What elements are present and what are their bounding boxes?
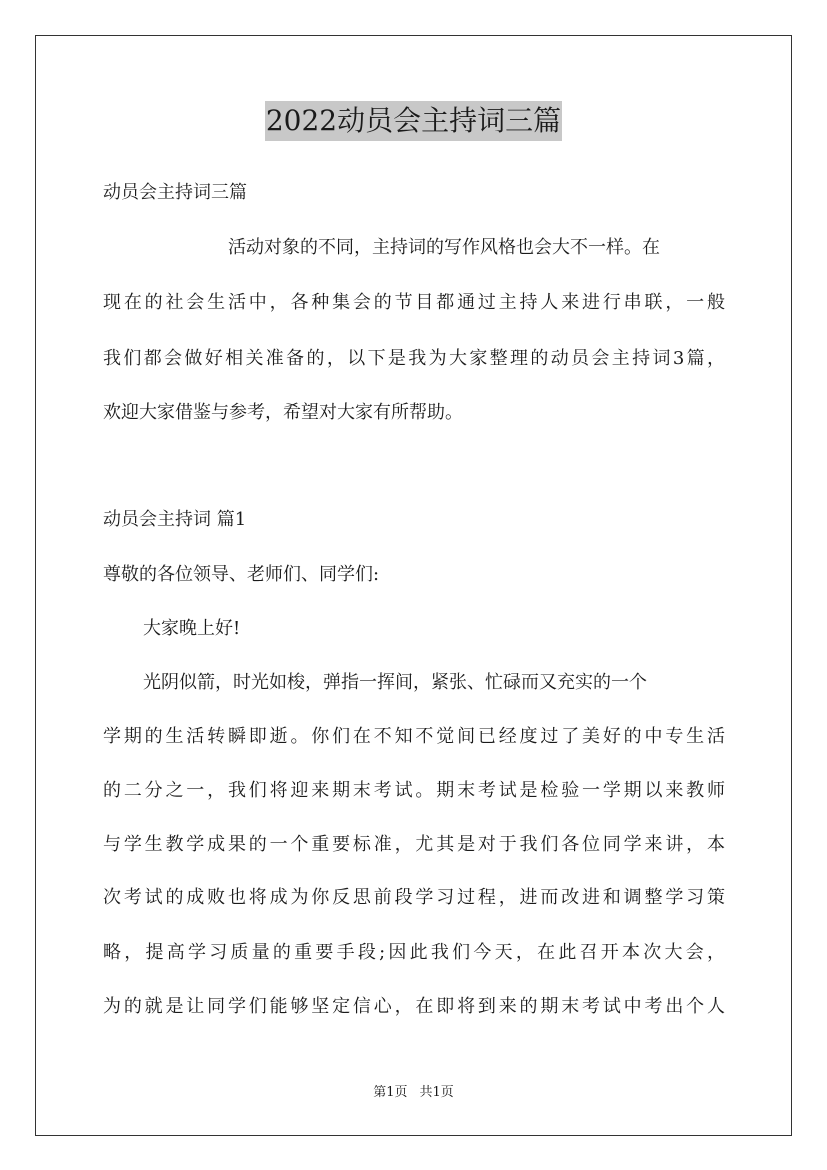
paragraph-line: 我们都会做好相关准备的，以下是我为大家整理的动员会主持词3篇， — [103, 348, 725, 369]
paragraph-line: 与学生教学成果的一个重要标准，尤其是对于我们各位同学来讲，本 — [103, 834, 725, 855]
page-footer — [0, 1084, 827, 1102]
paragraph-line: 现在的社会生活中，各种集会的节目都通过主持人来进行串联，一般 — [103, 292, 725, 313]
paragraph-line: 学期的生活转瞬即逝。你们在不知不觉间已经度过了美好的中专生活 — [103, 726, 725, 747]
paragraph-line: 为的就是让同学们能够坚定信心，在即将到来的期末考试中考出个人 — [103, 996, 725, 1017]
document-title — [0, 100, 827, 141]
paragraph-line: 欢迎大家借鉴与参考，希望对大家有所帮助。 — [103, 402, 463, 423]
paragraph-line: 光阴似箭，时光如梭，弹指一挥间，紧张、忙碌而又充实的一个 — [143, 672, 647, 693]
paragraph-line: 略，提高学习质量的重要手段;因此我们今天，在此召开本次大会， — [103, 942, 725, 963]
salutation: 尊敬的各位领导、老师们、同学们: — [103, 564, 380, 585]
document-title-text: 2022动员会主持词三篇 — [265, 101, 562, 141]
paragraph-line: 次考试的成败也将成为你反思前段学习过程，进而改进和调整学习策 — [103, 887, 725, 908]
page-total: 共1页 — [419, 1085, 454, 1100]
paragraph-line: 活动对象的不同，主持词的写作风格也会大不一样。在 — [228, 237, 660, 258]
intro-heading: 动员会主持词三篇 — [103, 182, 247, 203]
page-number: 第1页 — [373, 1085, 408, 1100]
section-heading: 动员会主持词 篇1 — [103, 509, 247, 530]
paragraph-line: 的二分之一，我们将迎来期末考试。期末考试是检验一学期以来教师 — [103, 780, 725, 801]
greeting: 大家晚上好! — [143, 618, 241, 639]
